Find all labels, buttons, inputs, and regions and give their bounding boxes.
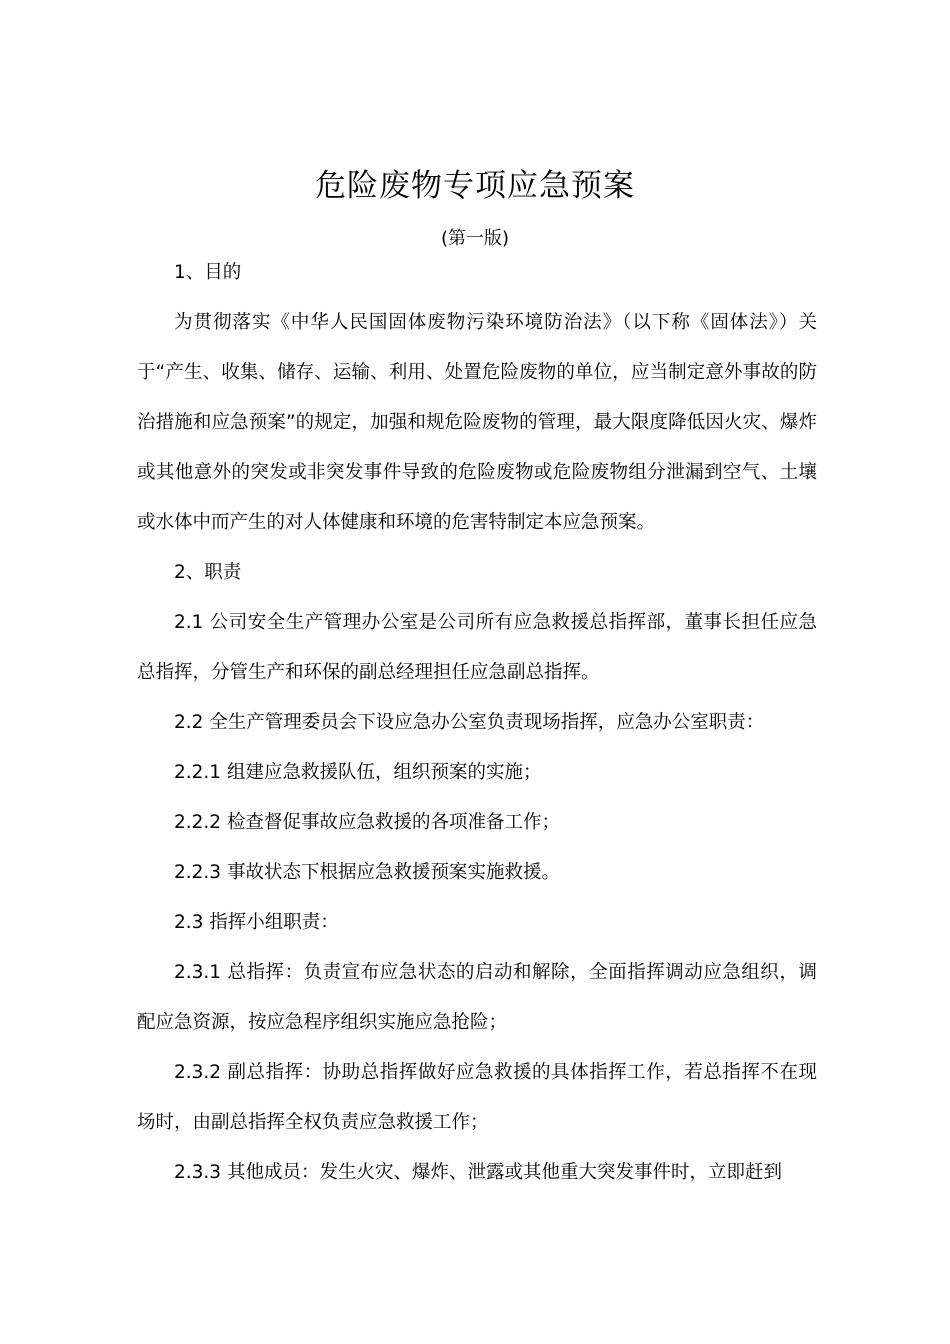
paragraph-2-1: 2.1 公司安全生产管理办公室是公司所有应急救援总指挥部，董事长担任应急总指挥，分管生产和环保的副总经理担任应急副总指挥。 [137,612,817,683]
section-heading-duties: 2、职责 [174,562,242,583]
paragraph-2-3-3: 2.3.3 其他成员：发生火灾、爆炸、泄露或其他重大突发事件时，立即赶到 [174,1162,782,1183]
paragraph-purpose: 为贯彻落实《中华人民国固体废物污染环境防治法》（以下称《固体法》）关于“产生、收集、储存、运输、利用、处置危险废物的单位，应当制定意外事故的防治措施和应急预案”的规定，加强和规危险废物的管理，最大限度降低因火灾、爆炸或其他意外的突发或非突发事件导致的危险废物或危险废物组分泄漏到空气、土壤或水体中而产生的对人体健康和环境的危害特制定本应急预案。 [137,312,817,533]
paragraph-2-2-3: 2.2.3 事故状态下根据应急救援预案实施救援。 [174,862,560,883]
paragraph-2-2: 2.2 全生产管理委员会下设应急办公室负责现场指挥，应急办公室职责： [174,712,765,733]
document-title: 危险废物专项应急预案 [315,168,635,204]
paragraph-2-2-2: 2.2.2 检查督促事故应急救援的各项准备工作； [174,812,560,833]
document-body [137,248,817,1198]
document-version: (第一版) [440,228,510,249]
section-heading-purpose: 1、目的 [174,262,242,283]
paragraph-2-3-1: 2.3.1 总指挥：负责宣布应急状态的启动和解除，全面指挥调动应急组织，调配应急资源，按应急程序组织实施应急抢险； [137,962,817,1033]
paragraph-2-2-1: 2.2.1 组建应急救援队伍，组织预案的实施； [174,762,542,783]
paragraph-2-3: 2.3 指挥小组职责： [174,912,339,933]
paragraph-2-3-2: 2.3.2 副总指挥：协助总指挥做好应急救援的具体指挥工作，若总指挥不在现场时，由副总指挥全权负责应急救援工作； [137,1062,817,1133]
